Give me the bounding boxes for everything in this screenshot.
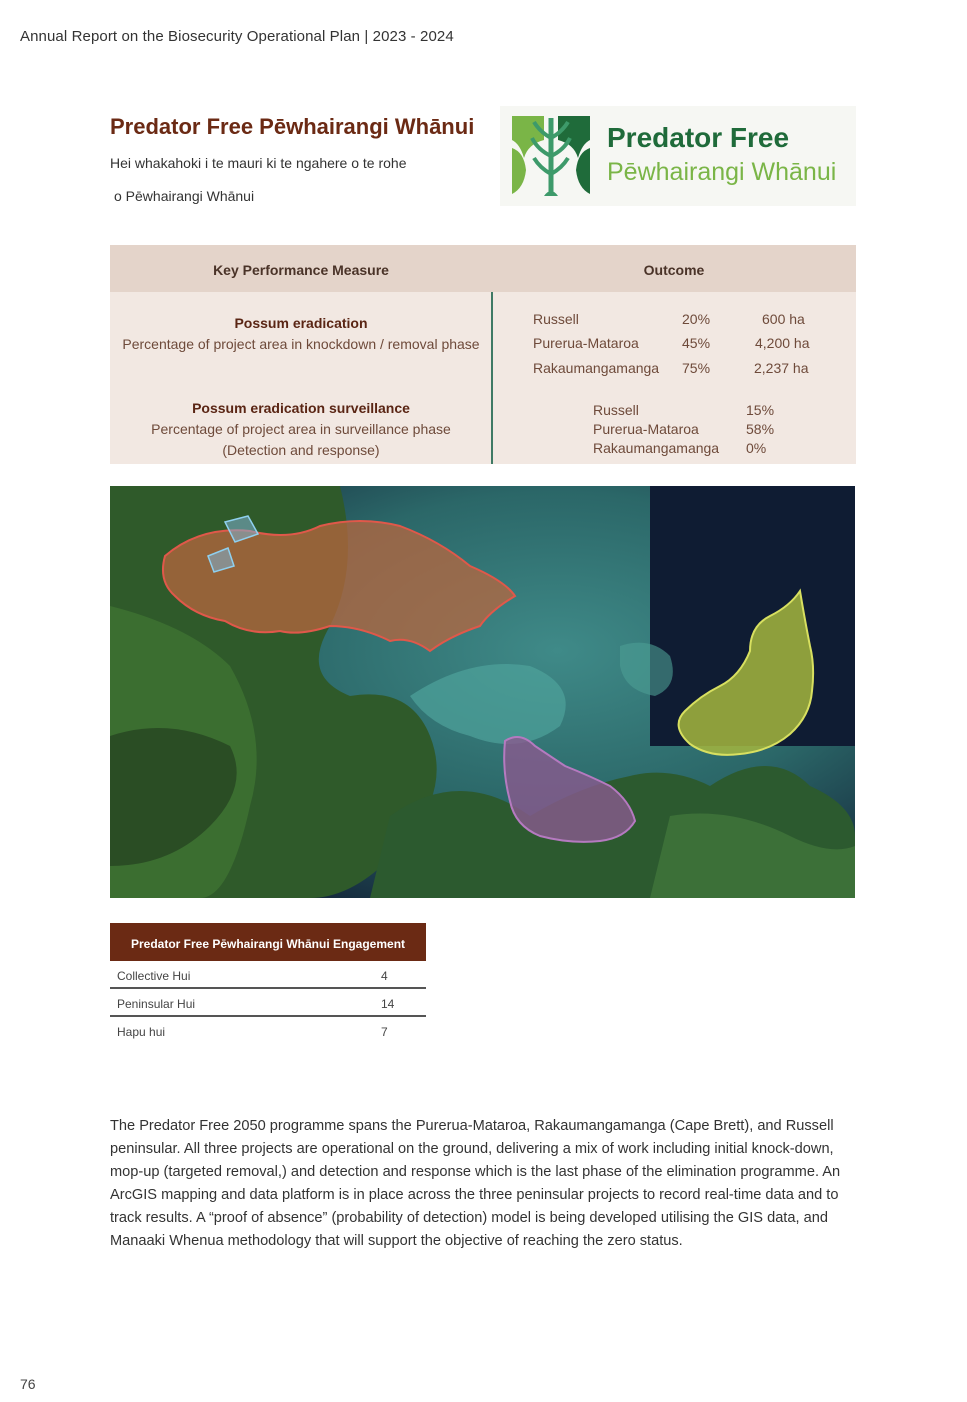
table-row bbox=[110, 989, 426, 1017]
outcome-area: Russell bbox=[533, 311, 579, 327]
section-subtitle-line1: Hei whakahoki i te mauri ki te ngahere o te rohe bbox=[110, 155, 407, 171]
measure-description: Percentage of project area in surveillance phase (Detection and response) bbox=[151, 421, 451, 458]
outcome-area: Purerua-Mataroa bbox=[593, 421, 699, 437]
outcome-percent: 58% bbox=[746, 421, 775, 437]
measure-title: Possum eradication surveillance bbox=[192, 400, 410, 416]
leaf-emblem-icon bbox=[504, 112, 598, 200]
measure-possum-surveillance bbox=[120, 398, 482, 461]
predator-free-logo bbox=[500, 106, 856, 206]
measure-title: Possum eradication bbox=[234, 315, 368, 331]
row-value: 14 bbox=[381, 997, 395, 1011]
outcome-area: Purerua-Mataroa bbox=[533, 335, 639, 351]
satellite-map bbox=[110, 486, 855, 898]
outcome-percent: 75% bbox=[682, 360, 711, 376]
table-row bbox=[110, 1017, 426, 1045]
row-label: Collective Hui bbox=[117, 969, 191, 983]
outcome-percent: 45% bbox=[682, 335, 711, 351]
outcome-hectares: 4,200 ha bbox=[755, 335, 810, 351]
kpi-header-outcome: Outcome bbox=[643, 262, 705, 278]
engagement-table-header: Predator Free Pēwhairangi Whānui Engagement bbox=[110, 923, 426, 961]
kpi-header-measure: Key Performance Measure bbox=[213, 262, 389, 278]
row-value: 4 bbox=[381, 969, 388, 983]
kpi-table-header bbox=[110, 245, 856, 292]
outcome-percent: 15% bbox=[746, 402, 775, 418]
section-title: Predator Free Pēwhairangi Whānui bbox=[110, 114, 475, 139]
kpi-table bbox=[110, 245, 856, 464]
outcome-percent: 20% bbox=[682, 311, 711, 327]
page-number: 76 bbox=[20, 1376, 36, 1392]
running-header: Annual Report on the Biosecurity Operational Plan | 2023 - 2024 bbox=[20, 28, 454, 45]
row-value: 7 bbox=[381, 1025, 388, 1039]
logo-text-line1: Predator Free bbox=[607, 122, 790, 153]
outcome-area: Rakaumangamanga bbox=[533, 360, 660, 376]
kpi-column-divider bbox=[491, 292, 493, 464]
outcome-area: Russell bbox=[593, 402, 639, 418]
engagement-table bbox=[110, 923, 426, 1045]
outcome-hectares: 2,237 ha bbox=[754, 360, 809, 376]
outcome-area: Rakaumangamanga bbox=[593, 440, 720, 456]
measure-possum-eradication bbox=[120, 313, 482, 355]
section-subtitle-line2: o Pēwhairangi Whānui bbox=[114, 188, 255, 204]
row-label: Peninsular Hui bbox=[117, 997, 196, 1011]
outcome-percent: 0% bbox=[746, 440, 767, 456]
body-paragraph: The Predator Free 2050 programme spans the Purerua-Mataroa, Rakaumangamanga (Cape Brett), and Russell peninsular. All three projects are operational on the ground, delivering a mix of work including initial knock-down, mop-up (targeted removal,) and detection and response which is the last phase of the elimination programme. An ArcGIS mapping and data platform is in place across the three peninsular projects to record real-time data and to track results. A “proof of absence” (probability of detection) model is being developed utilising the GIS data, and Manaaki Whenua methodology that will support the objective of reaching the zero status. bbox=[110, 1118, 841, 1249]
logo-text-line2: Pēwhairangi Whānui bbox=[607, 158, 837, 186]
table-row bbox=[110, 961, 426, 989]
row-label: Hapu hui bbox=[117, 1025, 166, 1039]
measure-description: Percentage of project area in knockdown / removal phase bbox=[122, 336, 480, 352]
outcome-hectares: 600 ha bbox=[762, 311, 805, 327]
